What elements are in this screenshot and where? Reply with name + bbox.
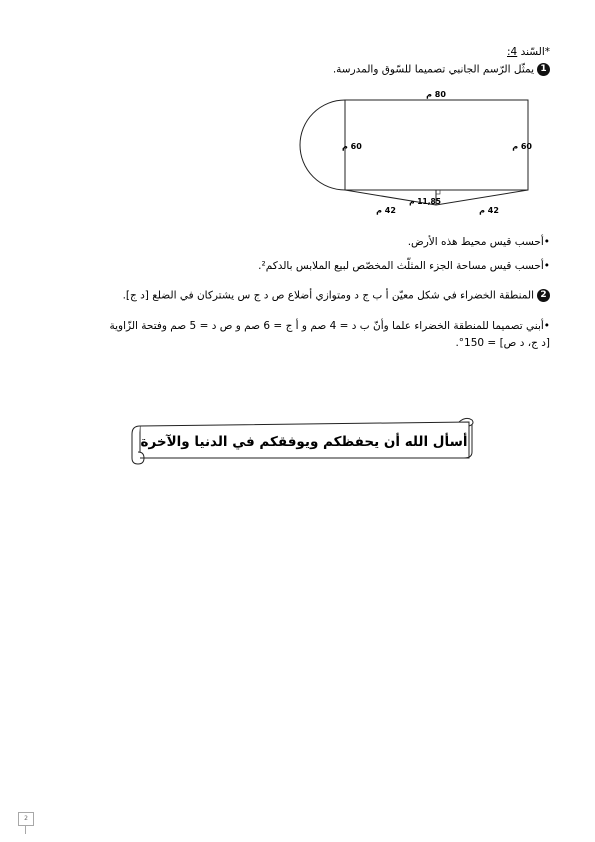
item2 xyxy=(123,289,550,302)
land-figure xyxy=(296,86,586,221)
right-angle-mark xyxy=(436,190,440,194)
item2-text: المنطقة الخضراء في شكل معيّن أ ب ج د ومتوازي أضلاع ص د ج س يشتركان في الضلع [د ج]. xyxy=(122,289,534,302)
label-right: 60 م xyxy=(512,142,532,151)
scroll-banner xyxy=(126,412,486,468)
item1 xyxy=(333,63,550,76)
item2-badge: 2 xyxy=(537,289,550,302)
item1-text: يمثّل الرّسم الجانبي تصميما للسّوق والمدرسة. xyxy=(332,63,534,76)
page-number: 2 xyxy=(18,812,34,826)
bullet-construct-line1: •أبني تصميما للمنطقة الخضراء علما وأنّ ب د = 4 صم و أ ج = 6 صم و ص د = 5 صم وفتحة الزّاوية xyxy=(109,320,550,332)
item1-badge: 1 xyxy=(537,63,550,76)
page-number-tick xyxy=(25,826,26,834)
label-left: 60 م xyxy=(342,142,362,151)
label-top: 80 م xyxy=(426,90,446,99)
label-height: 11,85 م xyxy=(409,197,441,206)
rectangle-shape xyxy=(345,100,528,190)
label-bottom-right: 42 م xyxy=(479,206,499,215)
bullet-area: •أحسب قيس مساحة الجزء المثلّث المخصّص لبيع الملابس بالدكم². xyxy=(258,260,550,272)
bullet-construct-line2: [د ج، د ص] = 150°. xyxy=(455,337,550,349)
title-prefix: *السّند xyxy=(520,46,550,58)
semicircle-shape xyxy=(300,100,345,190)
title-number: 4: xyxy=(507,46,518,58)
bullet-perimeter: •أحسب قيس محيط هذه الأرض. xyxy=(407,236,550,248)
label-bottom-left: 42 م xyxy=(376,206,396,215)
scroll-text: أسأل الله أن يحفظكم ويوفقكم في الدنيا والآخرة xyxy=(140,434,468,450)
section-title xyxy=(507,46,550,58)
